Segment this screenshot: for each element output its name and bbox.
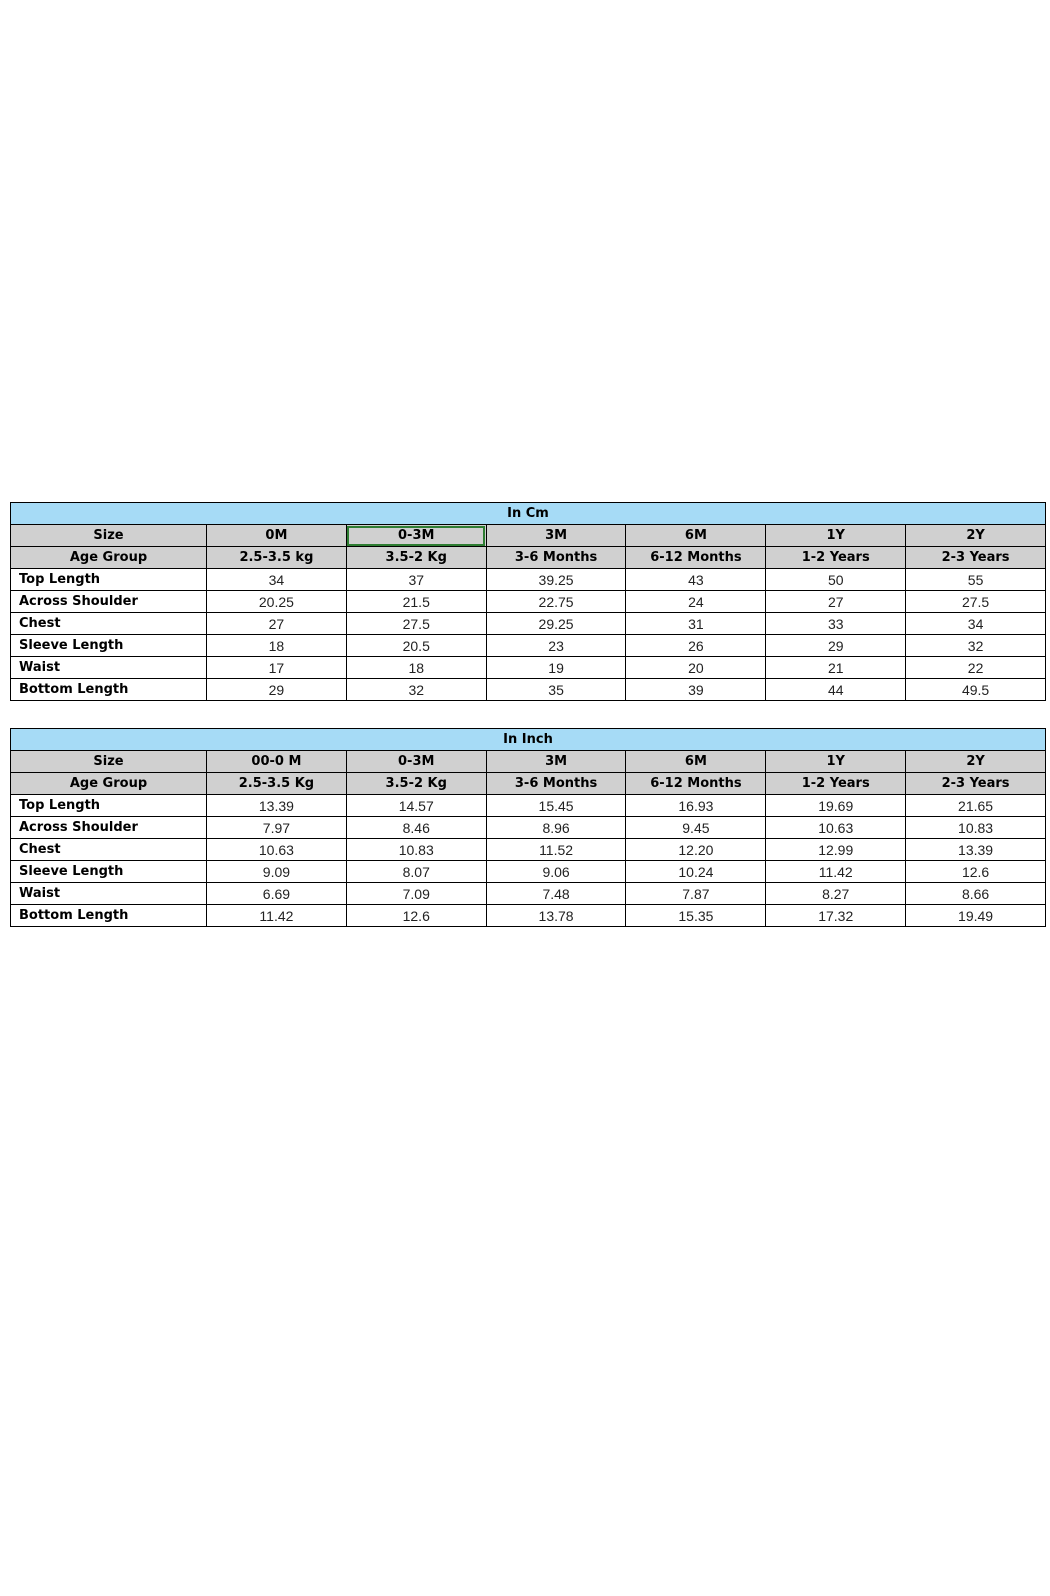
value-cell[interactable]: 11.42: [766, 861, 906, 883]
value-cell[interactable]: 11.42: [207, 905, 347, 927]
size-cell[interactable]: 2Y: [906, 525, 1046, 547]
value-cell[interactable]: 22.75: [486, 591, 626, 613]
value-cell[interactable]: 27.5: [346, 613, 486, 635]
value-cell[interactable]: 18: [346, 657, 486, 679]
size-cell[interactable]: 3M: [486, 751, 626, 773]
row-label[interactable]: Waist: [11, 883, 207, 905]
age-cell[interactable]: 3-6 Months: [486, 773, 626, 795]
row-label[interactable]: Size: [11, 751, 207, 773]
value-cell[interactable]: 13.78: [486, 905, 626, 927]
value-cell[interactable]: 7.48: [486, 883, 626, 905]
value-cell[interactable]: 39.25: [486, 569, 626, 591]
row-label[interactable]: Size: [11, 525, 207, 547]
size-chart-inch-table: [10, 728, 1046, 927]
value-cell[interactable]: 31: [626, 613, 766, 635]
table-row: [11, 657, 1046, 679]
value-cell[interactable]: 39: [626, 679, 766, 701]
row-label[interactable]: Waist: [11, 657, 207, 679]
value-cell[interactable]: 32: [906, 635, 1046, 657]
table-row: [11, 795, 1046, 817]
table-title: In Cm: [11, 503, 1046, 525]
value-cell[interactable]: 17: [207, 657, 347, 679]
value-cell[interactable]: 29: [766, 635, 906, 657]
value-cell[interactable]: 13.39: [207, 795, 347, 817]
value-cell[interactable]: 26: [626, 635, 766, 657]
row-label[interactable]: Chest: [11, 839, 207, 861]
age-cell[interactable]: 3.5-2 Kg: [346, 547, 486, 569]
value-cell[interactable]: 10.63: [766, 817, 906, 839]
age-cell[interactable]: 1-2 Years: [766, 773, 906, 795]
age-cell[interactable]: 3.5-2 Kg: [346, 773, 486, 795]
table-title-row: [11, 503, 1046, 525]
age-cell[interactable]: 2.5-3.5 Kg: [207, 773, 347, 795]
value-cell[interactable]: 13.39: [906, 839, 1046, 861]
value-cell[interactable]: 10.24: [626, 861, 766, 883]
value-cell[interactable]: 12.6: [906, 861, 1046, 883]
size-cell[interactable]: 1Y: [766, 751, 906, 773]
table-row: [11, 861, 1046, 883]
table-row: [11, 679, 1046, 701]
size-row: [11, 751, 1046, 773]
value-cell[interactable]: 19.69: [766, 795, 906, 817]
value-cell[interactable]: 27: [766, 591, 906, 613]
table-row: [11, 839, 1046, 861]
value-cell[interactable]: 55: [906, 569, 1046, 591]
value-cell[interactable]: 34: [906, 613, 1046, 635]
row-label[interactable]: Chest: [11, 613, 207, 635]
row-label[interactable]: Age Group: [11, 547, 207, 569]
value-cell[interactable]: 35: [486, 679, 626, 701]
value-cell[interactable]: 15.35: [626, 905, 766, 927]
age-cell[interactable]: 3-6 Months: [486, 547, 626, 569]
table-row: [11, 613, 1046, 635]
value-cell[interactable]: 33: [766, 613, 906, 635]
value-cell[interactable]: 7.87: [626, 883, 766, 905]
age-group-row: [11, 773, 1046, 795]
value-cell[interactable]: 21.65: [906, 795, 1046, 817]
age-group-row: [11, 547, 1046, 569]
value-cell[interactable]: 14.57: [346, 795, 486, 817]
table-title: In Inch: [11, 729, 1046, 751]
size-cell[interactable]: 6M: [626, 525, 766, 547]
value-cell[interactable]: 11.52: [486, 839, 626, 861]
table-row: [11, 883, 1046, 905]
value-cell[interactable]: 37: [346, 569, 486, 591]
value-cell[interactable]: 10.63: [207, 839, 347, 861]
size-cell[interactable]: 3M: [486, 525, 626, 547]
size-cell[interactable]: 0-3M: [346, 751, 486, 773]
value-cell[interactable]: 16.93: [626, 795, 766, 817]
row-label[interactable]: Across Shoulder: [11, 817, 207, 839]
value-cell[interactable]: 29.25: [486, 613, 626, 635]
row-label[interactable]: Bottom Length: [11, 679, 207, 701]
value-cell[interactable]: 15.45: [486, 795, 626, 817]
value-cell[interactable]: 17.32: [766, 905, 906, 927]
table-row: [11, 905, 1046, 927]
age-cell[interactable]: 6-12 Months: [626, 773, 766, 795]
value-cell[interactable]: 12.99: [766, 839, 906, 861]
value-cell[interactable]: 8.46: [346, 817, 486, 839]
size-cell[interactable]: 0M: [207, 525, 347, 547]
value-cell[interactable]: 34: [207, 569, 347, 591]
size-row: [11, 525, 1046, 547]
value-cell[interactable]: 20.5: [346, 635, 486, 657]
size-cell[interactable]: 6M: [626, 751, 766, 773]
value-cell[interactable]: 6.69: [207, 883, 347, 905]
value-cell[interactable]: 23: [486, 635, 626, 657]
value-cell[interactable]: 19.49: [906, 905, 1046, 927]
value-cell[interactable]: 18: [207, 635, 347, 657]
value-cell[interactable]: 8.96: [486, 817, 626, 839]
row-label[interactable]: Bottom Length: [11, 905, 207, 927]
table-row: [11, 817, 1046, 839]
value-cell[interactable]: 20.25: [207, 591, 347, 613]
table-row: [11, 569, 1046, 591]
value-cell[interactable]: 9.09: [207, 861, 347, 883]
age-cell[interactable]: 6-12 Months: [626, 547, 766, 569]
row-label[interactable]: Top Length: [11, 569, 207, 591]
value-cell[interactable]: 8.07: [346, 861, 486, 883]
value-cell[interactable]: 24: [626, 591, 766, 613]
value-cell[interactable]: 8.66: [906, 883, 1046, 905]
value-cell[interactable]: 12.6: [346, 905, 486, 927]
value-cell[interactable]: 9.06: [486, 861, 626, 883]
row-label[interactable]: Across Shoulder: [11, 591, 207, 613]
row-label[interactable]: Sleeve Length: [11, 861, 207, 883]
age-cell[interactable]: 2-3 Years: [906, 773, 1046, 795]
value-cell[interactable]: 10.83: [346, 839, 486, 861]
row-label[interactable]: Top Length: [11, 795, 207, 817]
size-cell[interactable]: 2Y: [906, 751, 1046, 773]
age-cell[interactable]: 2-3 Years: [906, 547, 1046, 569]
table-row: [11, 591, 1046, 613]
row-label[interactable]: Sleeve Length: [11, 635, 207, 657]
value-cell[interactable]: 7.97: [207, 817, 347, 839]
value-cell[interactable]: 19: [486, 657, 626, 679]
table-title-row: [11, 729, 1046, 751]
value-cell[interactable]: 32: [346, 679, 486, 701]
row-label[interactable]: Age Group: [11, 773, 207, 795]
size-cell[interactable]: 1Y: [766, 525, 906, 547]
value-cell[interactable]: 49.5: [906, 679, 1046, 701]
size-chart-cm-table: [10, 502, 1046, 701]
size-cell-selected[interactable]: 0-3M: [346, 525, 486, 547]
value-cell[interactable]: 21: [766, 657, 906, 679]
value-cell[interactable]: 21.5: [346, 591, 486, 613]
age-cell[interactable]: 2.5-3.5 kg: [207, 547, 347, 569]
value-cell[interactable]: 22: [906, 657, 1046, 679]
value-cell[interactable]: 43: [626, 569, 766, 591]
value-cell[interactable]: 8.27: [766, 883, 906, 905]
value-cell[interactable]: 10.83: [906, 817, 1046, 839]
value-cell[interactable]: 44: [766, 679, 906, 701]
value-cell[interactable]: 20: [626, 657, 766, 679]
value-cell[interactable]: 9.45: [626, 817, 766, 839]
value-cell[interactable]: 50: [766, 569, 906, 591]
value-cell[interactable]: 27.5: [906, 591, 1046, 613]
size-cell[interactable]: 00-0 M: [207, 751, 347, 773]
value-cell[interactable]: 27: [207, 613, 347, 635]
value-cell[interactable]: 12.20: [626, 839, 766, 861]
value-cell[interactable]: 29: [207, 679, 347, 701]
value-cell[interactable]: 7.09: [346, 883, 486, 905]
age-cell[interactable]: 1-2 Years: [766, 547, 906, 569]
table-row: [11, 635, 1046, 657]
